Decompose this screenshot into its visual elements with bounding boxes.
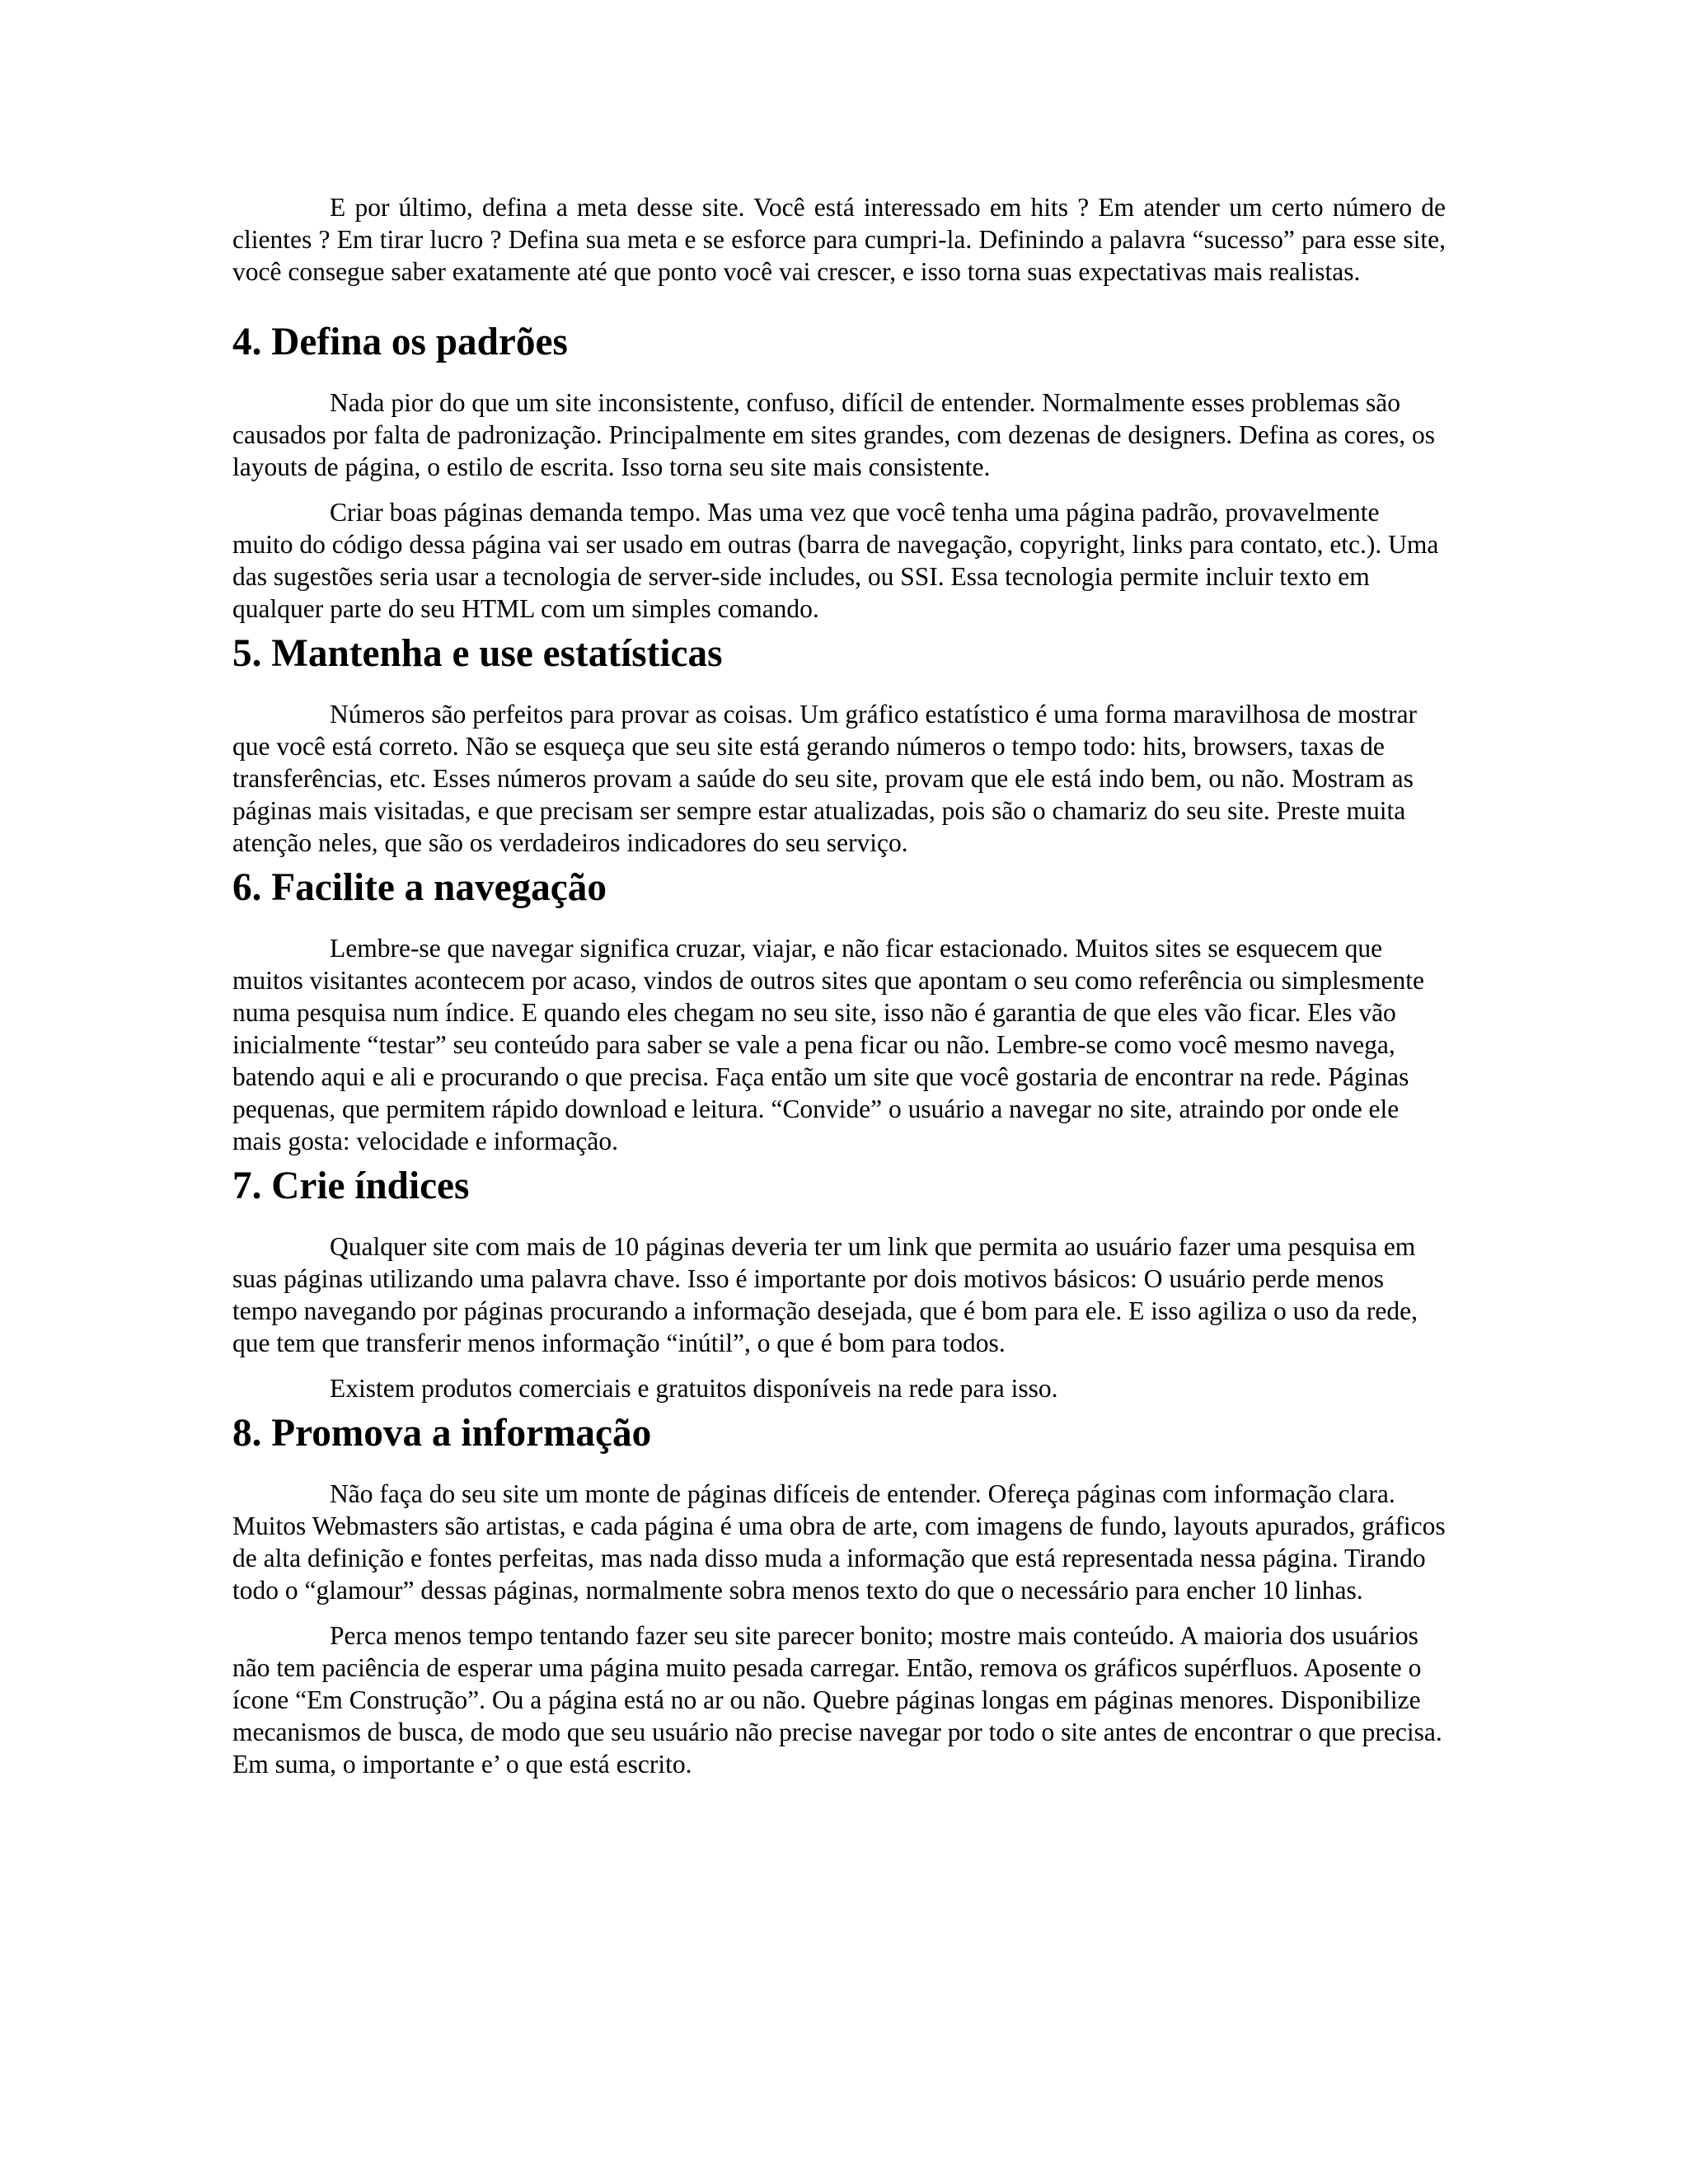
paragraph-informacao-1: Não faça do seu site um monte de páginas difíceis de entender. Ofereça páginas com informação clara. Muitos Webmasters são artistas, e cada página é uma obra de arte, com imagens de fundo, layouts apurados, gráficos de alta definição e fontes perfeitas, mas nada disso muda a informação que está representada nessa página. Tirando todo o “glamour” dessas páginas, normalmente sobra menos texto do que o necessário para encher 10 linhas. bbox=[232, 1479, 1446, 1605]
paragraph-informacao-2: Perca menos tempo tentando fazer seu site parecer bonito; mostre mais conteúdo. A maioria dos usuários não tem paciência de esperar uma página muito pesada carregar. Então, remova os gráficos supérfluos. Aposente o ícone “Em Construção”. Ou a página está no ar ou não. Quebre páginas longas em páginas menores. Disponibilize mecanismos de busca, de modo que seu usuário não precise navegar por todo o site antes de encontrar o que precisa. Em suma, o importante e’ o que está escrito. bbox=[232, 1621, 1442, 1779]
paragraph-padroes-2: Criar boas páginas demanda tempo. Mas uma vez que você tenha uma página padrão, provavelmente muito do código dessa página vai ser usado em outras (barra de navegação, copyright, links para contato, etc.). Uma das sugestões seria usar a tecnologia de server-side includes, ou SSI. Essa tecnologia permite incluir texto em qualquer parte do seu HTML com um simples comando. bbox=[232, 498, 1439, 623]
intro-paragraph: E por último, defina a meta desse site. Você está interessado em hits ? Em atender um certo número de clientes ? Em tirar lucro ? Defina sua meta e se esforce para cumpri-la. Definindo a palavra “sucesso” para esse site, você consegue saber exatamente até que ponto você vai crescer, e isso torna suas expectativas mais realistas. bbox=[232, 193, 1446, 286]
paragraph-indices-2: Existem produtos comerciais e gratuitos disponíveis na rede para isso. bbox=[330, 1374, 1058, 1403]
document-page bbox=[232, 191, 1446, 1793]
section-heading-indices: 7. Crie índices bbox=[232, 1165, 470, 1207]
paragraph-indices-1: Qualquer site com mais de 10 páginas deveria ter um link que permita ao usuário fazer uma pesquisa em suas páginas utilizando uma palavra chave. Isso é importante por dois motivos básicos: O usuário perde menos tempo navegando por páginas procurando a informação desejada, que é bom para ele. E isso agiliza o uso da rede, que tem que transferir menos informação “inútil”, o que é bom para todos. bbox=[232, 1232, 1418, 1357]
paragraph-padroes-1: Nada pior do que um site inconsistente, confuso, difícil de entender. Normalmente esses problemas são causados por falta de padronização. Principalmente em sites grandes, com dezenas de designers. Defina as cores, os layouts de página, o estilo de escrita. Isso torna seu site mais consistente. bbox=[232, 388, 1435, 481]
section-heading-estatisticas: 5. Mantenha e use estatísticas bbox=[232, 632, 723, 675]
section-heading-informacao: 8. Promova a informação bbox=[232, 1412, 652, 1455]
section-heading-navegacao: 6. Facilite a navegação bbox=[232, 866, 607, 909]
section-heading-padroes: 4. Defina os padrões bbox=[232, 321, 568, 363]
paragraph-estatisticas-1: Números são perfeitos para provar as coisas. Um gráfico estatístico é uma forma maravilhosa de mostrar que você está correto. Não se esqueça que seu site está gerando números o tempo todo: hits, browsers, taxas de transferências, etc. Esses números provam a saúde do seu site, provam que ele está indo bem, ou não. Mostram as páginas mais visitadas, e que precisam ser sempre estar atualizadas, pois são o chamariz do seu site. Preste muita atenção neles, que são os verdadeiros indicadores do seu serviço. bbox=[232, 700, 1418, 857]
paragraph-navegacao-1: Lembre-se que navegar significa cruzar, viajar, e não ficar estacionado. Muitos sites se esquecem que muitos visitantes acontecem por acaso, vindos de outros sites que apontam o seu como referência ou simplesmente numa pesquisa num índice. E quando eles chegam no seu site, isso não é garantia de que eles vão ficar. Eles vão inicialmente “testar” seu conteúdo para saber se vale a pena ficar ou não. Lembre-se como você mesmo navega, batendo aqui e ali e procurando o que precisa. Faça então um site que você gostaria de encontrar na rede. Páginas pequenas, que permitem rápido download e leitura. “Convide” o usuário a navegar no site, atraindo por onde ele mais gosta: velocidade e informação. bbox=[232, 934, 1424, 1155]
